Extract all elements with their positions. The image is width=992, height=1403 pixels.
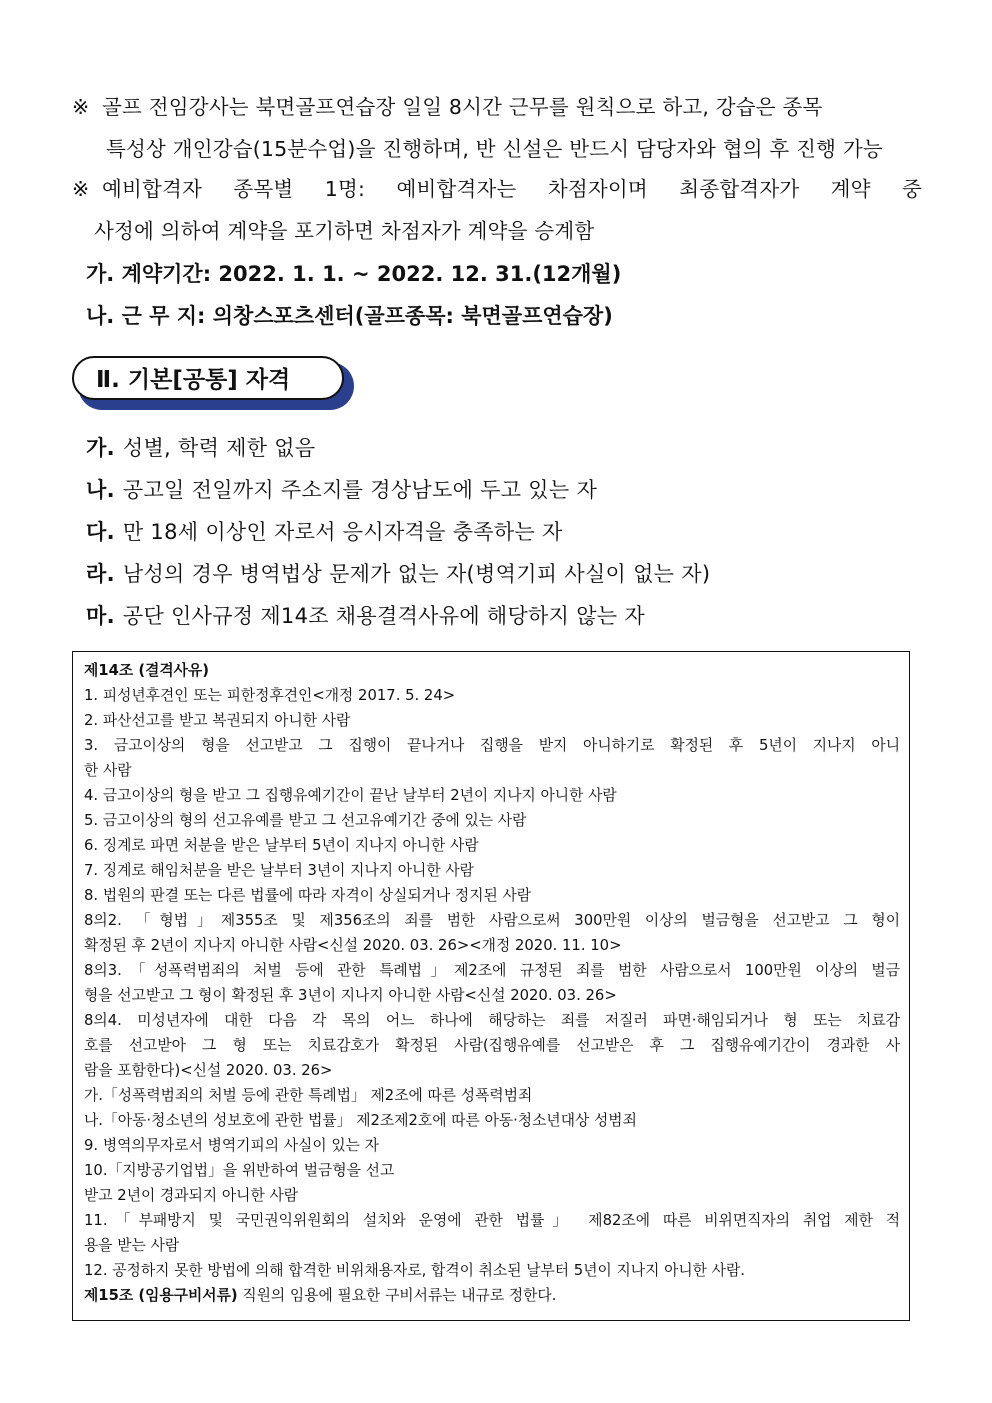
regulation-line: 받고 2년이 경과되지 아니한 사람 [84, 1187, 299, 1204]
qualification-text: 성별, 학력 제한 없음 [122, 436, 316, 460]
qualification-marker: 마. [86, 604, 115, 628]
regulation-heading: 제14조 (결격사유) [84, 662, 210, 679]
qualification-item [86, 428, 315, 468]
qualification-marker: 나. [86, 478, 115, 502]
regulation-line: 8의4. 미성년자에 대한 다음 각 목의 어느 하나에 해당하는 죄를 저질러 파면·해임되거나 형 또는 치료감 [84, 1012, 900, 1029]
article-15-label: 제15조 (임용구비서류) [84, 1287, 238, 1304]
article-15 [84, 1283, 900, 1308]
regulation-line: 1. 피성년후견인 또는 피한정후견인<개정 2017. 5. 24> [84, 687, 456, 704]
regulation-line: 8의3.「성폭력범죄의 처벌 등에 관한 특례법」제2조에 규정된 죄를 범한 사람으로서 100만원 이상의 벌금 [84, 962, 900, 979]
work-site: 나. 근 무 지: 의창스포츠센터(골프종목: 북면골프연습장) [86, 304, 613, 328]
contract-term: 가. 계약기간: 2022. 1. 1. ~ 2022. 12. 31.(12개월) [86, 262, 622, 286]
regulation-line: 용을 받는 사람 [84, 1237, 180, 1254]
regulation-line: 람을 포함한다)<신설 2020. 03. 26> [84, 1062, 333, 1079]
note-reserve-candidate [72, 168, 922, 252]
section-header-pill [72, 356, 344, 400]
regulation-line: 형을 선고받고 그 형이 확정된 후 3년이 지나지 아니한 사람<신설 2020. 03. 26> [84, 987, 617, 1004]
note-line: 사정에 의하여 계약을 포기하면 차점자가 계약을 승계함 [94, 219, 595, 243]
regulation-line: 12. 공정하지 못한 방법에 의해 합격한 비위채용자로, 합격이 취소된 날부터 5년이 지나지 아니한 사람. [84, 1262, 745, 1279]
regulation-box [72, 651, 910, 1321]
qualification-marker: 라. [86, 562, 115, 586]
reference-mark: ※ [72, 177, 90, 201]
qualification-item [86, 596, 645, 636]
qualification-item [86, 512, 563, 552]
article-15-text: 직원의 임용에 필요한 구비서류는 내규로 정한다. [237, 1287, 557, 1304]
reference-mark: ※ [72, 95, 90, 119]
regulation-line: 8. 법원의 판결 또는 다른 법률에 따라 자격이 상실되거나 정지된 사람 [84, 887, 532, 904]
regulation-line: 가.「성폭력범죄의 처벌 등에 관한 특례법」 제2조에 따른 성폭력범죄 [84, 1087, 533, 1104]
regulation-line: 6. 징계로 파면 처분을 받은 날부터 5년이 지나지 아니한 사람 [84, 837, 479, 854]
regulation-line: 확정된 후 2년이 지나지 아니한 사람<신설 2020. 03. 26><개정 2020. 11. 10> [84, 937, 622, 954]
regulation-line: 나.「아동·청소년의 성보호에 관한 법률」 제2조제2호에 따른 아동·청소년대상 성범죄 [84, 1112, 637, 1129]
regulation-line: 5. 금고이상의 형의 선고유예를 받고 그 선고유예기간 중에 있는 사람 [84, 812, 527, 829]
regulation-line: 3. 금고이상의 형을 선고받고 그 집행이 끝나거나 집행을 받지 아니하기로 확정된 후 5년이 지나지 아니 [84, 737, 900, 754]
note-line: 특성상 개인강습(15분수업)을 진행하며, 반 신설은 반드시 담당자와 협의 후 진행 가능 [106, 137, 883, 161]
qualification-item [86, 554, 710, 594]
regulation-line: 4. 금고이상의 형을 받고 그 집행유예기간이 끝난 날부터 2년이 지나지 아니한 사람 [84, 787, 617, 804]
qualification-text: 공고일 전일까지 주소지를 경상남도에 두고 있는 자 [122, 478, 598, 502]
regulation-line: 한 사람 [84, 762, 132, 779]
qualification-text: 공단 인사규정 제14조 채용결격사유에 해당하지 않는 자 [122, 604, 645, 628]
regulation-line: 10.「지방공기업법」을 위반하여 벌금형을 선고 [84, 1162, 395, 1179]
regulation-line: 11.「부패방지 및 국민권익위원회의 설치와 운영에 관한 법률」 제82조에 따른 비위면직자의 취업 제한 적 [84, 1212, 900, 1229]
qualification-text: 만 18세 이상인 자로서 응시자격을 충족하는 자 [122, 520, 563, 544]
section-header [72, 356, 354, 410]
section-title: Ⅱ. 기본[공통] 자격 [96, 367, 291, 393]
regulation-line: 7. 징계로 해임처분을 받은 날부터 3년이 지나지 아니한 사람 [84, 862, 474, 879]
regulation-line: 8의2. 「형법」제355조 및 제356조의 죄를 범한 사람으로써 300만원 이상의 벌금형을 선고받고 그 형이 [84, 912, 900, 929]
note-line: 예비합격자 종목별 1명: 예비합격자는 차점자이며 최종합격자가 계약 중 [102, 177, 922, 201]
note-golf-instructor [72, 86, 922, 170]
regulation-line: 9. 병역의무자로서 병역기피의 사실이 있는 자 [84, 1137, 379, 1154]
qualification-marker: 다. [86, 520, 115, 544]
regulation-line: 호를 선고받아 그 형 또는 치료감호가 확정된 사람(집행유예를 선고받은 후 그 집행유예기간이 경과한 사 [84, 1037, 900, 1054]
qualification-text: 남성의 경우 병역법상 문제가 없는 자(병역기피 사실이 없는 자) [122, 562, 711, 586]
note-line: 골프 전임강사는 북면골프연습장 일일 8시간 근무를 원칙으로 하고, 강습은 종목 [102, 95, 823, 119]
regulation-line: 2. 파산선고를 받고 복권되지 아니한 사람 [84, 712, 351, 729]
qualification-item [86, 470, 597, 510]
qualification-marker: 가. [86, 436, 115, 460]
